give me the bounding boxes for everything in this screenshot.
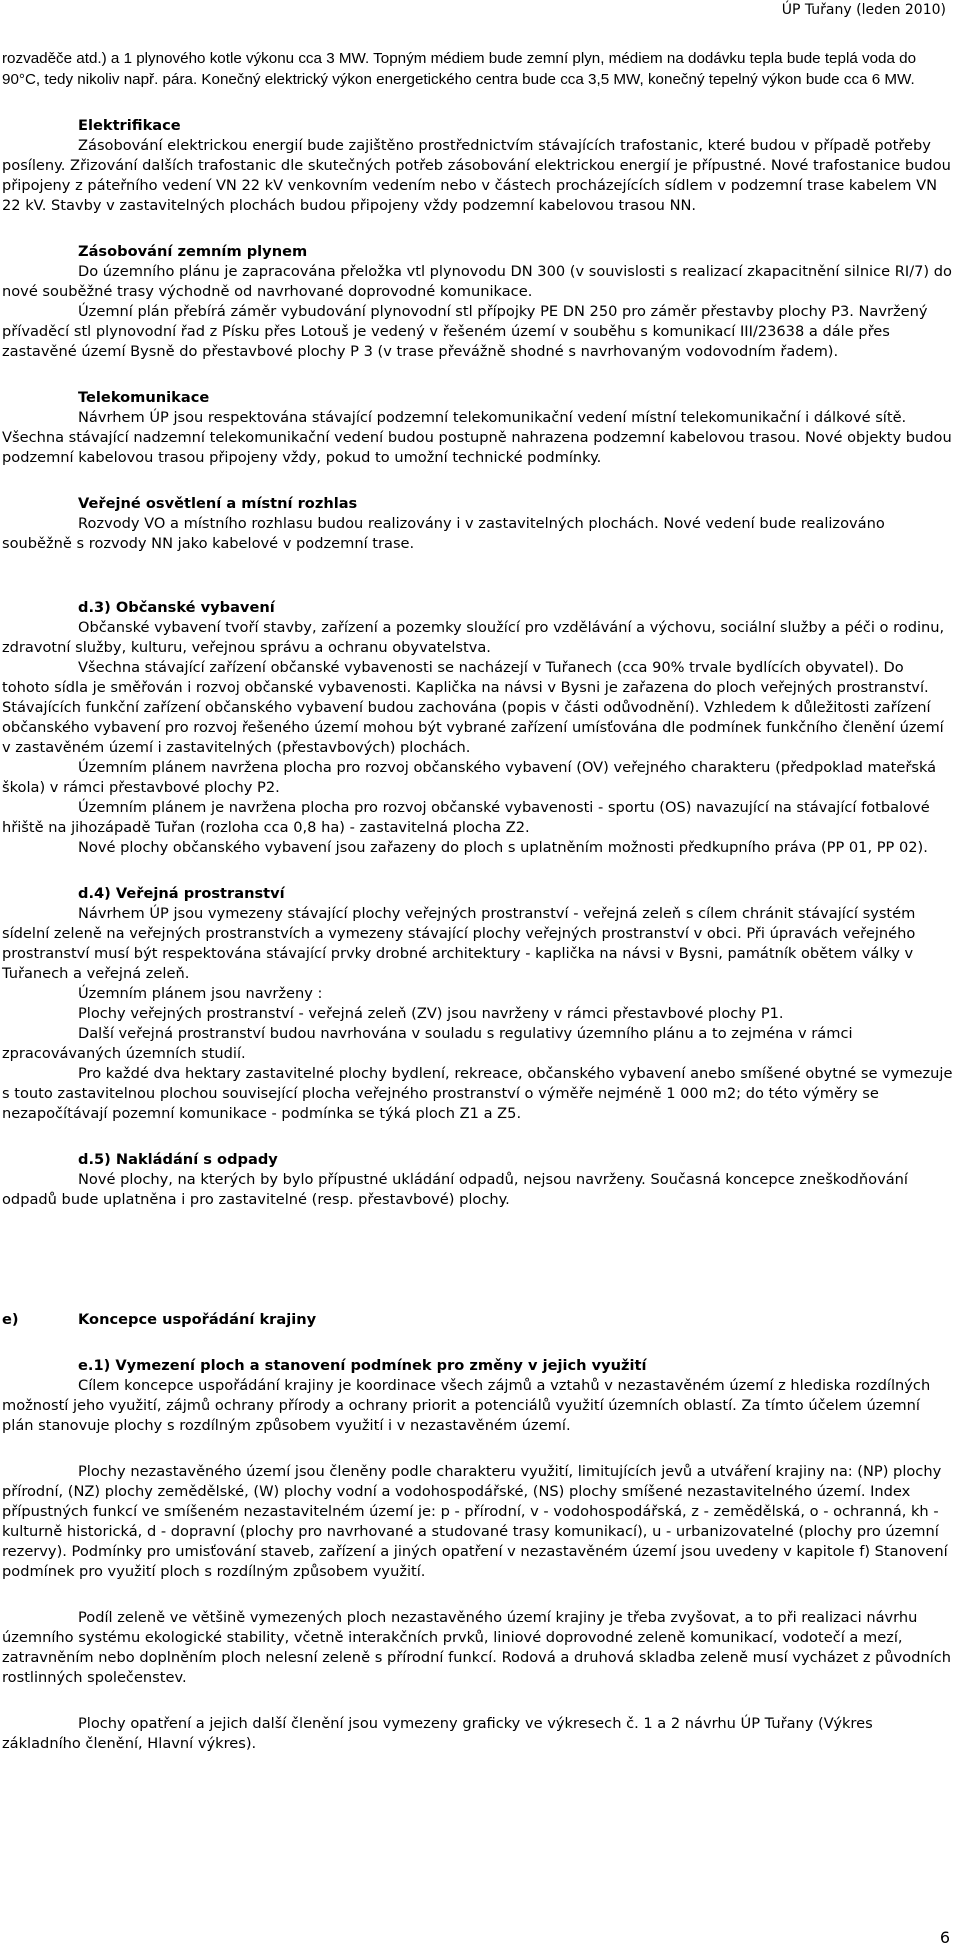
heading-plyn: Zásobování zemním plynem [78, 243, 308, 260]
intro-paragraph: rozvaděče atd.) a 1 plynového kotle výkonu cca 3 MW. Topným médiem bude zemní plyn, médiem na dodávku tepla bude teplá voda do 90°C, tedy nikoliv např. pára. Konečný elektrický výkon energetického centra bude cca 3,5 MW, konečný tepelný výkon bude cca 6 MW. [2, 50, 917, 88]
paragraph-krajina-3: Podíl zeleně ve většině vymezených ploch nezastavěného území krajiny je třeba zvyšovat, a to při realizaci návrhu územního systému ekologické stability, včetně interakčních prvků, liniové doprovodné zeleně komunikací, vodotečí a mezí, zatravněním nebo doplněním ploch nelesní zeleně s přírodní funkcí. Rodová a druhová skladba zeleně musí vycházet z původních rostlinných společenstev. [2, 1609, 952, 1686]
section-e-number: e) [2, 1311, 19, 1328]
document-body [2, 48, 954, 1754]
heading-odpady: d.5) Nakládání s odpady [78, 1151, 278, 1168]
section-e-heading [2, 1310, 954, 1330]
heading-telekomunikace: Telekomunikace [78, 389, 210, 406]
paragraph-telekomunikace: Návrhem ÚP jsou respektována stávající podzemní telekomunikační vedení místní telekomunikační i dálkové sítě. Všechna stávající nadzemní telekomunikační vedení budou postupně nahrazena podzemní kabelovou trasou. Nové objekty budou podzemní kabelovou trasou připojeny vždy, pokud to umožní technické podmínky. [2, 409, 952, 466]
heading-osvetleni: Veřejné osvětlení a místní rozhlas [78, 495, 358, 512]
paragraph-obcanske-5: Nové plochy občanského vybavení jsou zařazeny do ploch s uplatněním možnosti předkupního práva (PP 01, PP 02). [78, 839, 928, 856]
paragraph-krajina-4: Plochy opatření a jejich další členění jsou vymezeny graficky ve výkresech č. 1 a 2 návrhu ÚP Tuřany (Výkres základního členění, Hlavní výkres). [2, 1715, 873, 1752]
document-header: ÚP Tuřany (leden 2010) [781, 2, 946, 18]
paragraph-prostranstvi-1: Návrhem ÚP jsou vymezeny stávající plochy veřejných prostranství - veřejná zeleň s cílem chránit stávající systém sídelní zeleně na veřejných prostranstvích a vymezeny stávající plochy veřejných prostranství v obci. Při úpravách veřejného prostranství musí být respektována stávající prvky drobné architektury - kaplička na návsi v Bysni, památník obětem války v Tuřanech a veřejná zeleň. [2, 905, 916, 982]
section-e-title: Koncepce uspořádání krajiny [78, 1311, 317, 1328]
paragraph-prostranstvi-3: Plochy veřejných prostranství - veřejná zeleň (ZV) jsou navrženy v rámci přestavbové plochy P1. [78, 1005, 784, 1022]
paragraph-prostranstvi-5: Pro každé dva hektary zastavitelné plochy bydlení, rekreace, občanského vybavení anebo smíšené obytné se vymezuje s touto zastavitelnou plochou související plocha veřejného prostranství o výměře nejméně 1 000 m2; do této výměry se nezapočítávají pozemní komunikace - podmínka se týká ploch Z1 a Z5. [2, 1065, 953, 1122]
paragraph-elektrifikace: Zásobování elektrickou energií bude zajištěno prostřednictvím stávajících trafostanic, které budou v případě potřeby posíleny. Zřizování dalších trafostanic dle skutečných potřeb zásobování elektrickou energií je přípustné. Nové trafostanice budou připojeny z páteřního vedení VN 22 kV venkovním vedením nebo v částech procházejících sídlem v podzemní trase kabelem VN 22 kV. Stavby v zastavitelných plochách budou připojeny vždy podzemní kabelovou trasou NN. [2, 137, 951, 214]
page-number: 6 [939, 1928, 950, 1947]
paragraph-plyn-2: Územní plán přebírá záměr vybudování plynovodní stl přípojky PE DN 250 pro záměr přestavby plochy P3. Navržený přívaděcí stl plynovodní řad z Písku přes Lotouš je vedený v řešeném území v souběhu s komunikací III/23638 a dále přes zastavěné území Bysně do přestavbové plochy P 3 (v trase převážně shodné s navrhovaným vodovodním řadem). [2, 303, 928, 360]
paragraph-obcanske-3: Územním plánem navržena plocha pro rozvoj občanského vybavení (OV) veřejného charakteru (předpoklad mateřská škola) v rámci přestavbové plochy P2. [2, 759, 937, 796]
paragraph-plyn-1: Do územního plánu je zapracována přeložka vtl plynovodu DN 300 (v souvislosti s realizací zkapacitnění silnice RI/7) do nové souběžné trasy východně od navrhované doprovodné komunikace. [2, 263, 952, 300]
paragraph-prostranstvi-2: Územním plánem jsou navrženy : [78, 985, 323, 1002]
heading-obcanske-vybaveni: d.3) Občanské vybavení [78, 599, 275, 616]
heading-verejna-prostranstvi: d.4) Veřejná prostranství [78, 885, 285, 902]
heading-elektrifikace: Elektrifikace [78, 117, 181, 134]
paragraph-obcanske-2: Všechna stávající zařízení občanské vybavenosti se nacházejí v Tuřanech (cca 90% trvale bydlících obyvatel). Do tohoto sídla je směřován i rozvoj občanské vybavenosti. Kaplička na návsi v Bysni je zařazena do ploch veřejných prostranství. Stávajících funkční zařízení občanského vybavení budou zachována (popis v části odůvodnění). Vzhledem k důležitosti zařízení občanského vybavení pro rozvoj řešeného území mohou být vybrané zařízení umísťována dle podmínek funkčního členění území v zastavěném území i zastavitelných (přestavbových) plochách. [2, 659, 944, 756]
paragraph-krajina-1: Cílem koncepce uspořádání krajiny je koordinace všech zájmů a vztahů v nezastavěném území z hlediska rozdílných možností jeho využití, zájmů ochrany přírody a ochrany priorit a potenciálů využití územních oblastí. Za tímto účelem územní plán stanovuje plochy s rozdílným způsobem využití i v nezastavěném území. [2, 1377, 931, 1434]
paragraph-krajina-2: Plochy nezastavěného území jsou členěny podle charakteru využití, limitujících jevů a utváření krajiny na: (NP) plochy přírodní, (NZ) plochy zemědělské, (W) plochy vodní a vodohospodářské, (NS) plochy smíšené nezastavitelného území. Index přípustných funkcí ve smíšeném nezastavitelném území je: p - přírodní, v - vodohospodářská, z - zemědělská, o - ochranná, kh - kulturně historická, d - dopravní (plochy pro navrhované a studované trasy komunikací), u - urbanizovatelné (plochy pro územní rezervy). Podmínky pro umisťování staveb, zařízení a jiných opatření v nezastavěném území jsou uvedeny v kapitole f) Stanovení podmínek pro využití ploch s rozdílným způsobem využití. [2, 1463, 948, 1580]
paragraph-prostranstvi-4: Další veřejná prostranství budou navrhována v souladu s regulativy územního plánu a to zejména v rámci zpracovávaných územních studií. [2, 1025, 853, 1062]
paragraph-obcanske-1: Občanské vybavení tvoří stavby, zařízení a pozemky sloužící pro vzdělávání a výchovu, sociální služby a péči o rodinu, zdravotní služby, kulturu, veřejnou správu a ochranu obyvatelstva. [2, 619, 945, 656]
heading-e1: e.1) Vymezení ploch a stanovení podmínek pro změny v jejich využití [78, 1357, 647, 1374]
paragraph-obcanske-4: Územním plánem je navržena plocha pro rozvoj občanské vybavenosti - sportu (OS) navazující na stávající fotbalové hřiště na jihozápadě Tuřan (rozloha cca 0,8 ha) - zastavitelná plocha Z2. [2, 799, 930, 836]
paragraph-odpady: Nové plochy, na kterých by bylo přípustné ukládání odpadů, nejsou navrženy. Současná koncepce zneškodňování odpadů bude uplatněna i pro zastavitelné (resp. přestavbové) plochy. [2, 1171, 908, 1208]
paragraph-osvetleni: Rozvody VO a místního rozhlasu budou realizovány i v zastavitelných plochách. Nové vedení bude realizováno souběžně s rozvody NN jako kabelové v podzemní trase. [2, 515, 885, 552]
